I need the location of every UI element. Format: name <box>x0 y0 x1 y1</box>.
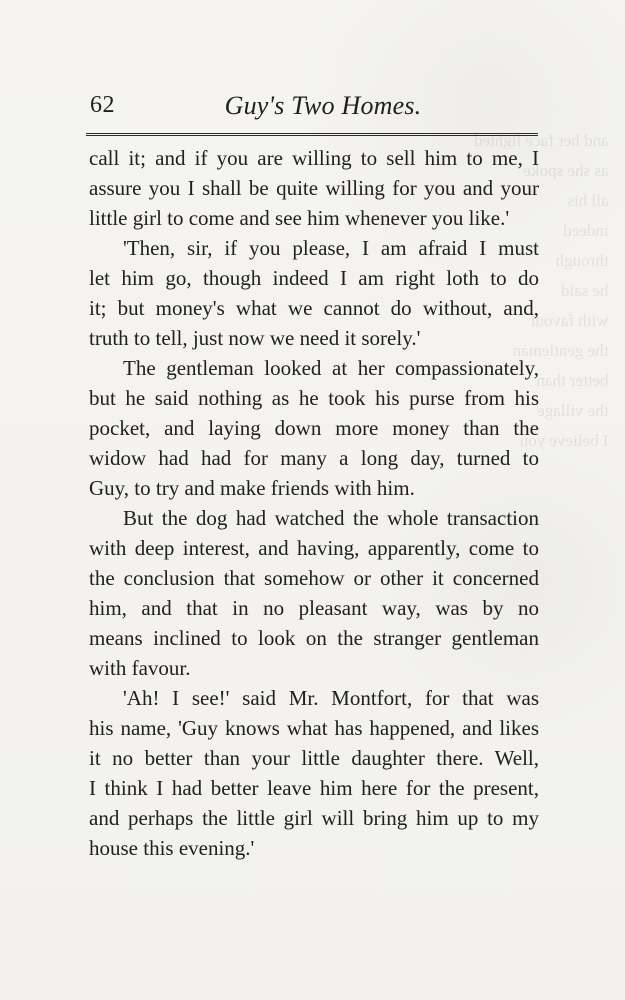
text-line: his name, 'Guy knows what has happened, and likes <box>89 716 539 740</box>
text-line: pocket, and laying down more money than the <box>89 416 539 440</box>
text-line: little girl to come and see him whenever you like.' <box>89 206 510 230</box>
text-line: 'Then, sir, if you please, I am afraid I must <box>123 236 539 260</box>
page-number: 62 <box>90 92 115 118</box>
show-through-text: and her face lighted as she spoke all his indeed through he said with favour the gentleman better than the village I believe you <box>473 131 609 450</box>
text-line: means inclined to look on the stranger gentleman <box>89 626 539 650</box>
text-line: but he said nothing as he took his purse from his <box>89 386 539 410</box>
text-line: I think I had better leave him here for the present, <box>89 776 539 800</box>
text-line: him, and that in no pleasant way, was by no <box>89 596 539 620</box>
text-line: the conclusion that somehow or other it concerned <box>89 566 539 590</box>
text-line: and perhaps the little girl will bring him up to my <box>89 806 539 830</box>
text-line: with deep interest, and having, apparently, come to <box>89 536 539 560</box>
text-line: call it; and if you are willing to sell him to me, I <box>89 146 539 170</box>
text-line: Guy, to try and make friends with him. <box>89 476 415 500</box>
text-line: assure you I shall be quite willing for you and your <box>89 176 539 200</box>
header-rule <box>86 133 538 136</box>
running-title: Guy's Two Homes. <box>224 91 422 120</box>
text-line: But the dog had watched the whole transaction <box>123 506 539 530</box>
text-line: house this evening.' <box>89 836 255 860</box>
text-line: The gentleman looked at her compassionately, <box>123 356 539 380</box>
text-line: widow had had for many a long day, turned to <box>89 446 539 470</box>
text-line: it no better than your little daughter there. Well, <box>89 746 539 770</box>
text-line: 'Ah! I see!' said Mr. Montfort, for that was <box>123 686 539 710</box>
body-text <box>89 143 539 863</box>
text-line: with favour. <box>89 656 191 680</box>
text-line: let him go, though indeed I am right loth to do <box>89 266 539 290</box>
text-line: truth to tell, just now we need it sorely.' <box>89 326 421 350</box>
page-header <box>90 92 538 132</box>
text-line: it; but money's what we cannot do without, and, <box>89 296 539 320</box>
